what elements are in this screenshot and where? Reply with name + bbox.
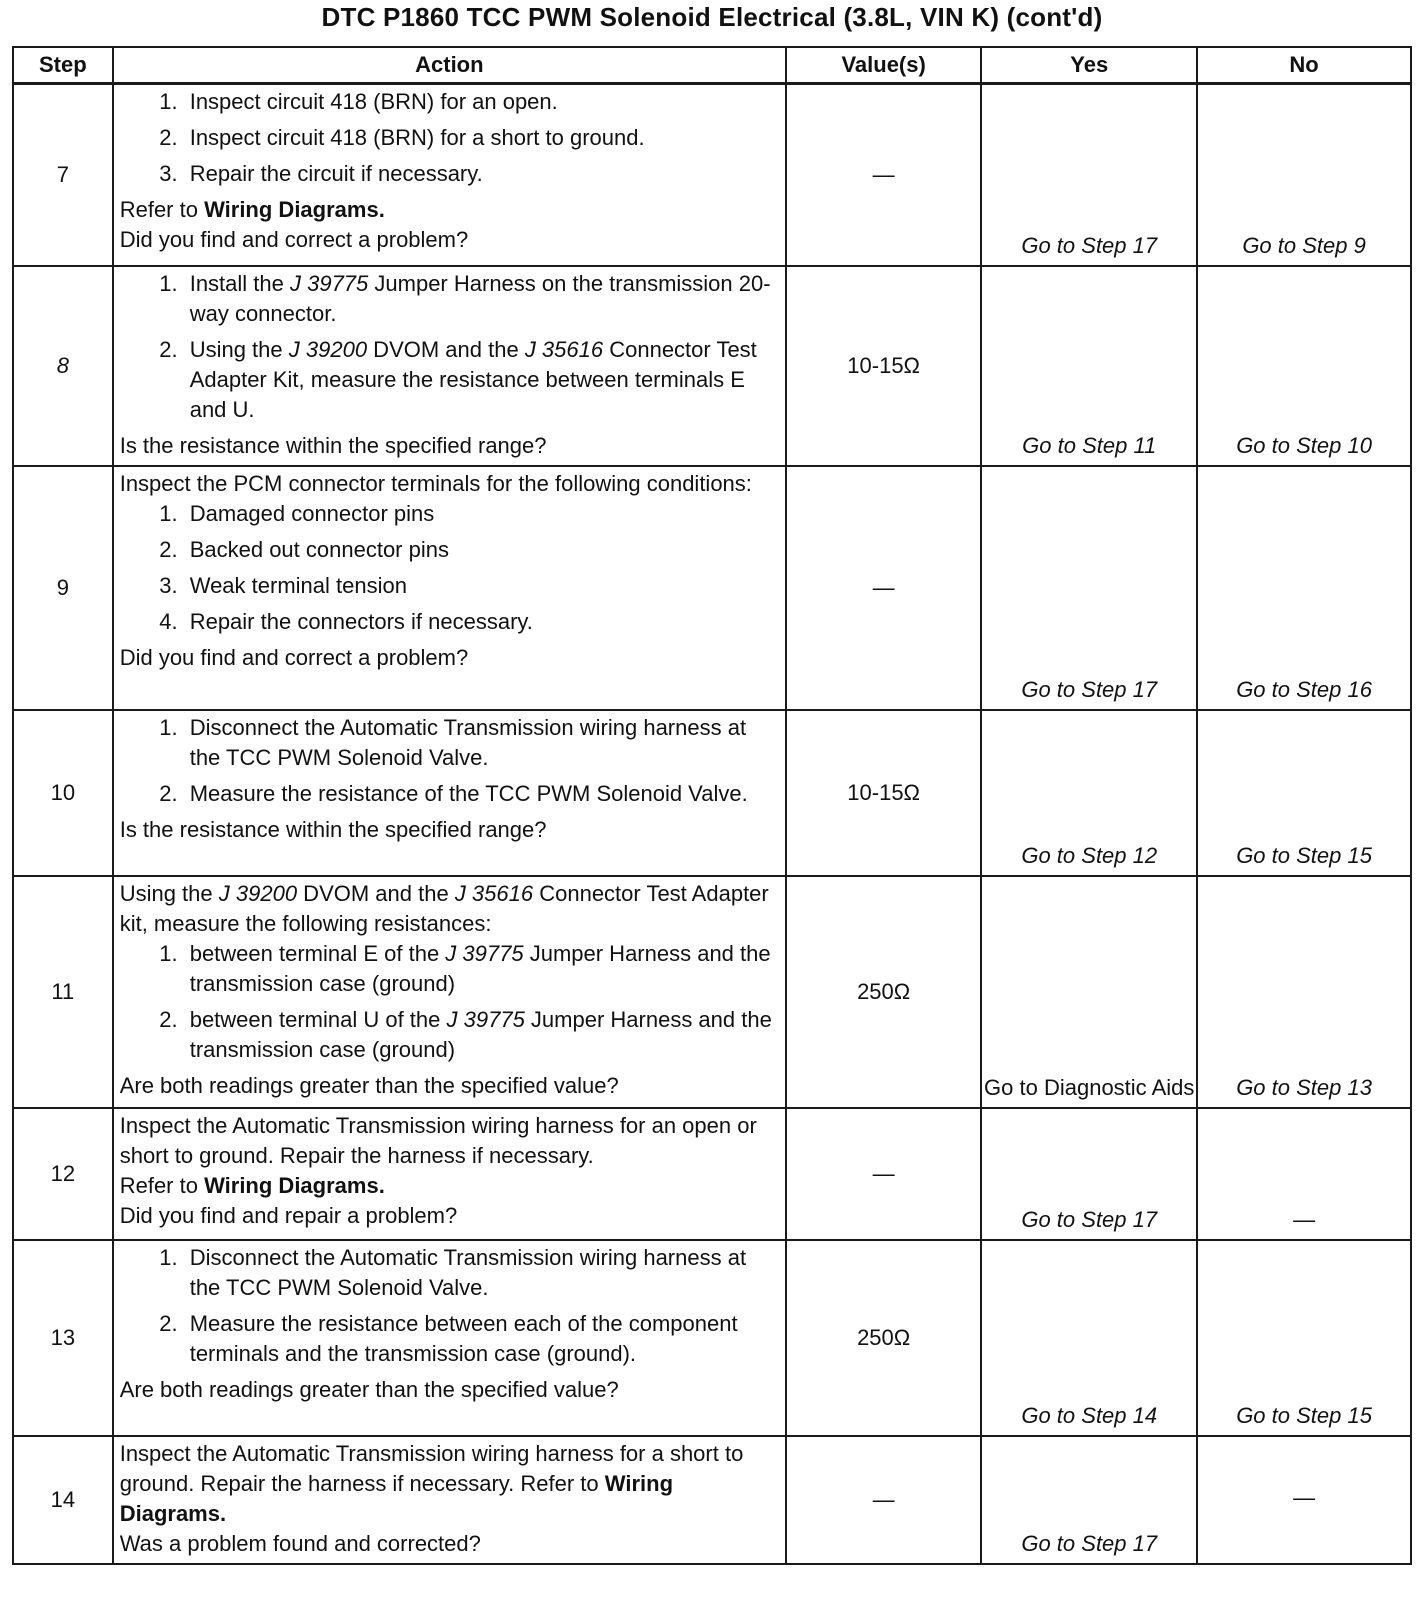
value-cell: 10-15Ω — [786, 266, 981, 466]
wiring-diagrams-reference[interactable]: Wiring Diagrams. — [119, 1470, 674, 1526]
no-cell: Go to Step 13 — [1197, 876, 1411, 1108]
table-row-step-14 — [13, 1436, 1411, 1564]
no-cell: — — [1197, 1436, 1411, 1564]
action-item: 1. Install the J 39775 Jumper Harness on the transmission 20-way connector. — [184, 269, 779, 329]
value-cell: 250Ω — [786, 1240, 981, 1436]
action-question: Was a problem found and corrected? — [119, 1530, 481, 1556]
yes-cell: Go to Diagnostic Aids — [981, 876, 1197, 1108]
action-question: Are both readings greater than the specified value? — [119, 1376, 619, 1402]
yes-cell: Go to Step 17 — [981, 1108, 1197, 1240]
value-cell: — — [786, 1108, 981, 1240]
yes-cell: Go to Step 17 — [981, 84, 1197, 266]
action-item: 2. between terminal U of the J 39775 Jumper Harness and the transmission case (ground) — [184, 1005, 779, 1065]
action-item: 1. Inspect circuit 418 (BRN) for an open. — [184, 87, 779, 117]
wiring-diagrams-reference[interactable]: Wiring Diagrams. — [204, 1172, 385, 1198]
action-question: Are both readings greater than the specified value? — [119, 1072, 619, 1098]
header-step: Step — [13, 47, 113, 84]
yes-cell: Go to Step 17 — [981, 466, 1197, 710]
action-cell — [113, 466, 786, 710]
action-question: Did you find and correct a problem? — [119, 227, 469, 252]
action-intro: Using the J 39200 DVOM and the J 35616 Connector Test Adapter kit, measure the following resistances: — [119, 880, 769, 936]
action-cell — [113, 1240, 786, 1436]
header-yes: Yes — [981, 47, 1197, 84]
table-row-step-13 — [13, 1240, 1411, 1436]
no-cell: Go to Step 9 — [1197, 84, 1411, 266]
action-question: Did you find and correct a problem? — [119, 644, 469, 670]
diagnostic-table — [12, 46, 1412, 1565]
value-cell: — — [786, 466, 981, 710]
action-cell — [113, 266, 786, 466]
header-row — [13, 47, 1411, 84]
action-question: Is the resistance within the specified range? — [119, 432, 547, 458]
action-cell — [113, 84, 786, 266]
no-cell: — — [1197, 1108, 1411, 1240]
wiring-diagrams-reference[interactable]: Wiring Diagrams. — [204, 197, 385, 222]
action-cell — [113, 1108, 786, 1240]
action-item: 2. Using the J 39200 DVOM and the J 35616 Connector Test Adapter Kit, measure the resistance between terminals E and U. — [184, 335, 779, 425]
step-number: 10 — [13, 710, 113, 876]
page-title: DTC P1860 TCC PWM Solenoid Electrical (3.8L, VIN K) (cont'd) — [321, 2, 1103, 32]
header-action: Action — [113, 47, 786, 84]
step-number: 7 — [13, 84, 113, 266]
table-row-step-9 — [13, 466, 1411, 710]
action-text: Inspect the Automatic Transmission wiring harness for an open or short to ground. Repair the harness if necessary. — [119, 1112, 757, 1168]
table-row-step-7 — [13, 84, 1411, 266]
action-item: 2. Measure the resistance of the TCC PWM Solenoid Valve. — [184, 779, 779, 809]
action-item: 2. Backed out connector pins — [184, 535, 779, 565]
value-cell: — — [786, 1436, 981, 1564]
step-number: 12 — [13, 1108, 113, 1240]
header-value: Value(s) — [786, 47, 981, 84]
action-cell — [113, 876, 786, 1108]
no-cell: Go to Step 15 — [1197, 710, 1411, 876]
action-item: 1. Disconnect the Automatic Transmission wiring harness at the TCC PWM Solenoid Valve. — [184, 1243, 779, 1303]
table-row-step-12 — [13, 1108, 1411, 1240]
action-text: Inspect the Automatic Transmission wiring harness for a short to ground. Repair the harness if necessary. Refer to Wiring Diagrams. — [119, 1440, 744, 1526]
step-number: 9 — [13, 466, 113, 710]
yes-cell: Go to Step 14 — [981, 1240, 1197, 1436]
no-cell: Go to Step 10 — [1197, 266, 1411, 466]
action-item: 1. Damaged connector pins — [184, 499, 779, 529]
action-item: 2. Inspect circuit 418 (BRN) for a short to ground. — [184, 123, 779, 153]
action-cell — [113, 1436, 786, 1564]
action-item: 3. Weak terminal tension — [184, 571, 779, 601]
step-number: 8 — [13, 266, 113, 466]
action-item: 3. Repair the circuit if necessary. — [184, 159, 779, 189]
yes-cell: Go to Step 11 — [981, 266, 1197, 466]
value-cell: 10-15Ω — [786, 710, 981, 876]
header-no: No — [1197, 47, 1411, 84]
step-number: 11 — [13, 876, 113, 1108]
step-number: 13 — [13, 1240, 113, 1436]
action-question: Is the resistance within the specified range? — [119, 816, 547, 842]
no-cell: Go to Step 16 — [1197, 466, 1411, 710]
action-item: 1. between terminal E of the J 39775 Jumper Harness and the transmission case (ground) — [184, 939, 779, 999]
table-row-step-8 — [13, 266, 1411, 466]
table-row-step-11 — [13, 876, 1411, 1108]
action-item: 4. Repair the connectors if necessary. — [184, 607, 779, 637]
action-item: 2. Measure the resistance between each of the component terminals and the transmission case (ground). — [184, 1309, 779, 1369]
yes-cell: Go to Step 12 — [981, 710, 1197, 876]
action-question: Did you find and repair a problem? — [119, 1202, 458, 1228]
action-intro: Inspect the PCM connector terminals for the following conditions: — [119, 470, 752, 496]
refer-text: Refer to Wiring Diagrams. — [119, 197, 385, 222]
action-item: 1. Disconnect the Automatic Transmission wiring harness at the TCC PWM Solenoid Valve. — [184, 713, 779, 773]
value-cell: — — [786, 84, 981, 266]
refer-text: Refer to Wiring Diagrams. — [119, 1172, 385, 1198]
no-cell: Go to Step 15 — [1197, 1240, 1411, 1436]
action-cell — [113, 710, 786, 876]
step-number: 14 — [13, 1436, 113, 1564]
value-cell: 250Ω — [786, 876, 981, 1108]
table-row-step-10 — [13, 710, 1411, 876]
yes-cell: Go to Step 17 — [981, 1436, 1197, 1564]
